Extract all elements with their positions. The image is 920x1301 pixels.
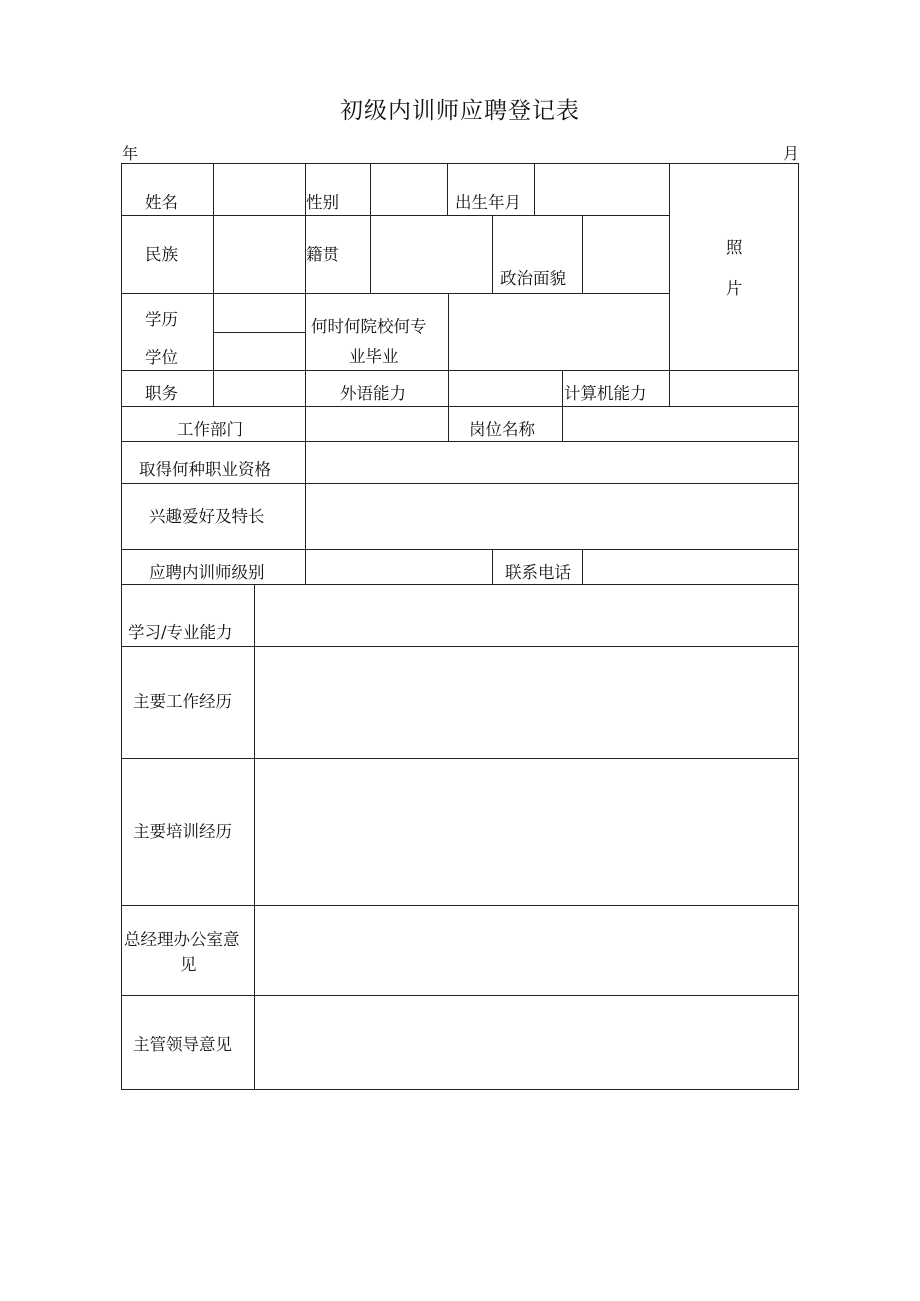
computer-field[interactable]	[670, 371, 797, 405]
gm-opinion-field[interactable]	[255, 906, 797, 994]
ethnicity-field[interactable]	[214, 216, 304, 292]
year-label: 年	[122, 144, 139, 163]
hobbies-field[interactable]	[306, 484, 797, 548]
graduation-label-1: 何时何院校何专	[311, 317, 427, 336]
supervisor-opinion-field[interactable]	[255, 996, 797, 1088]
phone-label: 联系电话	[505, 563, 571, 582]
political-label: 政治面貌	[500, 269, 566, 288]
department-field[interactable]	[306, 407, 447, 440]
level-label: 应聘内训师级别	[149, 563, 265, 582]
degree-field[interactable]	[214, 333, 304, 369]
work-exp-label: 主要工作经历	[133, 692, 232, 711]
qualification-field[interactable]	[306, 442, 797, 482]
gm-opinion-label-1: 总经理办公室意	[124, 930, 240, 949]
education-field[interactable]	[214, 294, 304, 331]
language-field[interactable]	[449, 371, 561, 405]
native-place-label: 籍贯	[306, 245, 339, 264]
computer-label: 计算机能力	[564, 384, 647, 403]
post-field[interactable]	[563, 407, 797, 440]
graduation-label-2: 业毕业	[349, 347, 399, 366]
political-field[interactable]	[583, 216, 668, 292]
post-label: 岗位名称	[469, 420, 535, 439]
supervisor-opinion-label: 主管领导意见	[133, 1035, 232, 1054]
education-label: 学历	[145, 310, 178, 329]
hobbies-label: 兴趣爱好及特长	[149, 507, 265, 526]
month-label: 月	[783, 144, 800, 163]
photo-label-2: 片	[726, 279, 743, 298]
level-field[interactable]	[306, 550, 491, 583]
graduation-field[interactable]	[449, 294, 668, 369]
ethnicity-label: 民族	[145, 245, 178, 264]
gender-field[interactable]	[371, 164, 446, 214]
photo-area[interactable]	[670, 164, 797, 369]
native-place-field[interactable]	[371, 216, 491, 292]
training-exp-label: 主要培训经历	[133, 822, 232, 841]
birth-label: 出生年月	[455, 193, 521, 212]
department-label: 工作部门	[177, 420, 243, 439]
language-label: 外语能力	[340, 384, 406, 403]
phone-field[interactable]	[583, 550, 797, 583]
qualification-label: 取得何种职业资格	[139, 460, 271, 479]
gm-opinion-label-2: 见	[180, 955, 197, 974]
name-field[interactable]	[214, 164, 304, 214]
gender-label: 性别	[306, 193, 339, 212]
position-field[interactable]	[214, 371, 304, 405]
degree-label: 学位	[145, 348, 178, 367]
page-title: 初级内训师应聘登记表	[340, 98, 580, 124]
photo-label-1: 照	[726, 238, 743, 257]
ability-field[interactable]	[255, 585, 797, 645]
work-exp-field[interactable]	[255, 647, 797, 757]
training-exp-field[interactable]	[255, 759, 797, 904]
position-label: 职务	[145, 384, 178, 403]
name-label: 姓名	[145, 193, 178, 212]
birth-field[interactable]	[535, 164, 668, 214]
ability-label: 学习/专业能力	[128, 623, 233, 642]
